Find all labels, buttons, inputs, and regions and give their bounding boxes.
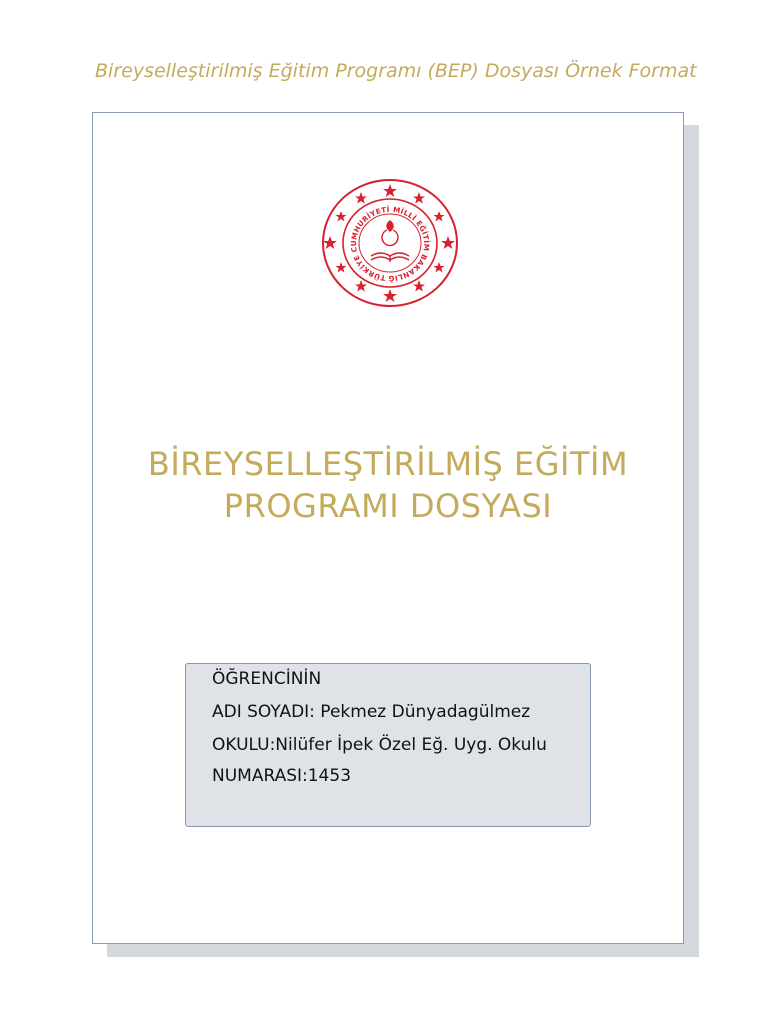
student-info-heading: ÖĞRENCİNİN [212,669,322,689]
seal-ring-text: TÜRKİYE CUMHURİYETİ MİLLÎ EĞİTİM BAKANLIĞ [348,204,432,284]
cover-title [93,443,683,527]
cover-title-line-1: BİREYSELLEŞTİRİLMİŞ EĞİTİM [147,445,629,483]
document-title: Bireyselleştirilmiş Eğitim Programı (BEP) Dosyası Örnek Format [95,60,697,82]
student-number: NUMARASI:1453 [212,766,352,786]
cover-title-line-2: PROGRAMI DOSYASI [223,487,553,525]
student-name: ADI SOYADI: Pekmez Dünyadagülmez [212,702,531,722]
student-school: OKULU:Nilüfer İpek Özel Eğ. Uyg. Okulu [212,735,547,755]
cover-page [92,112,684,944]
seal-emblem [371,220,409,262]
meb-seal-icon [321,178,459,308]
student-info-box [185,663,591,827]
